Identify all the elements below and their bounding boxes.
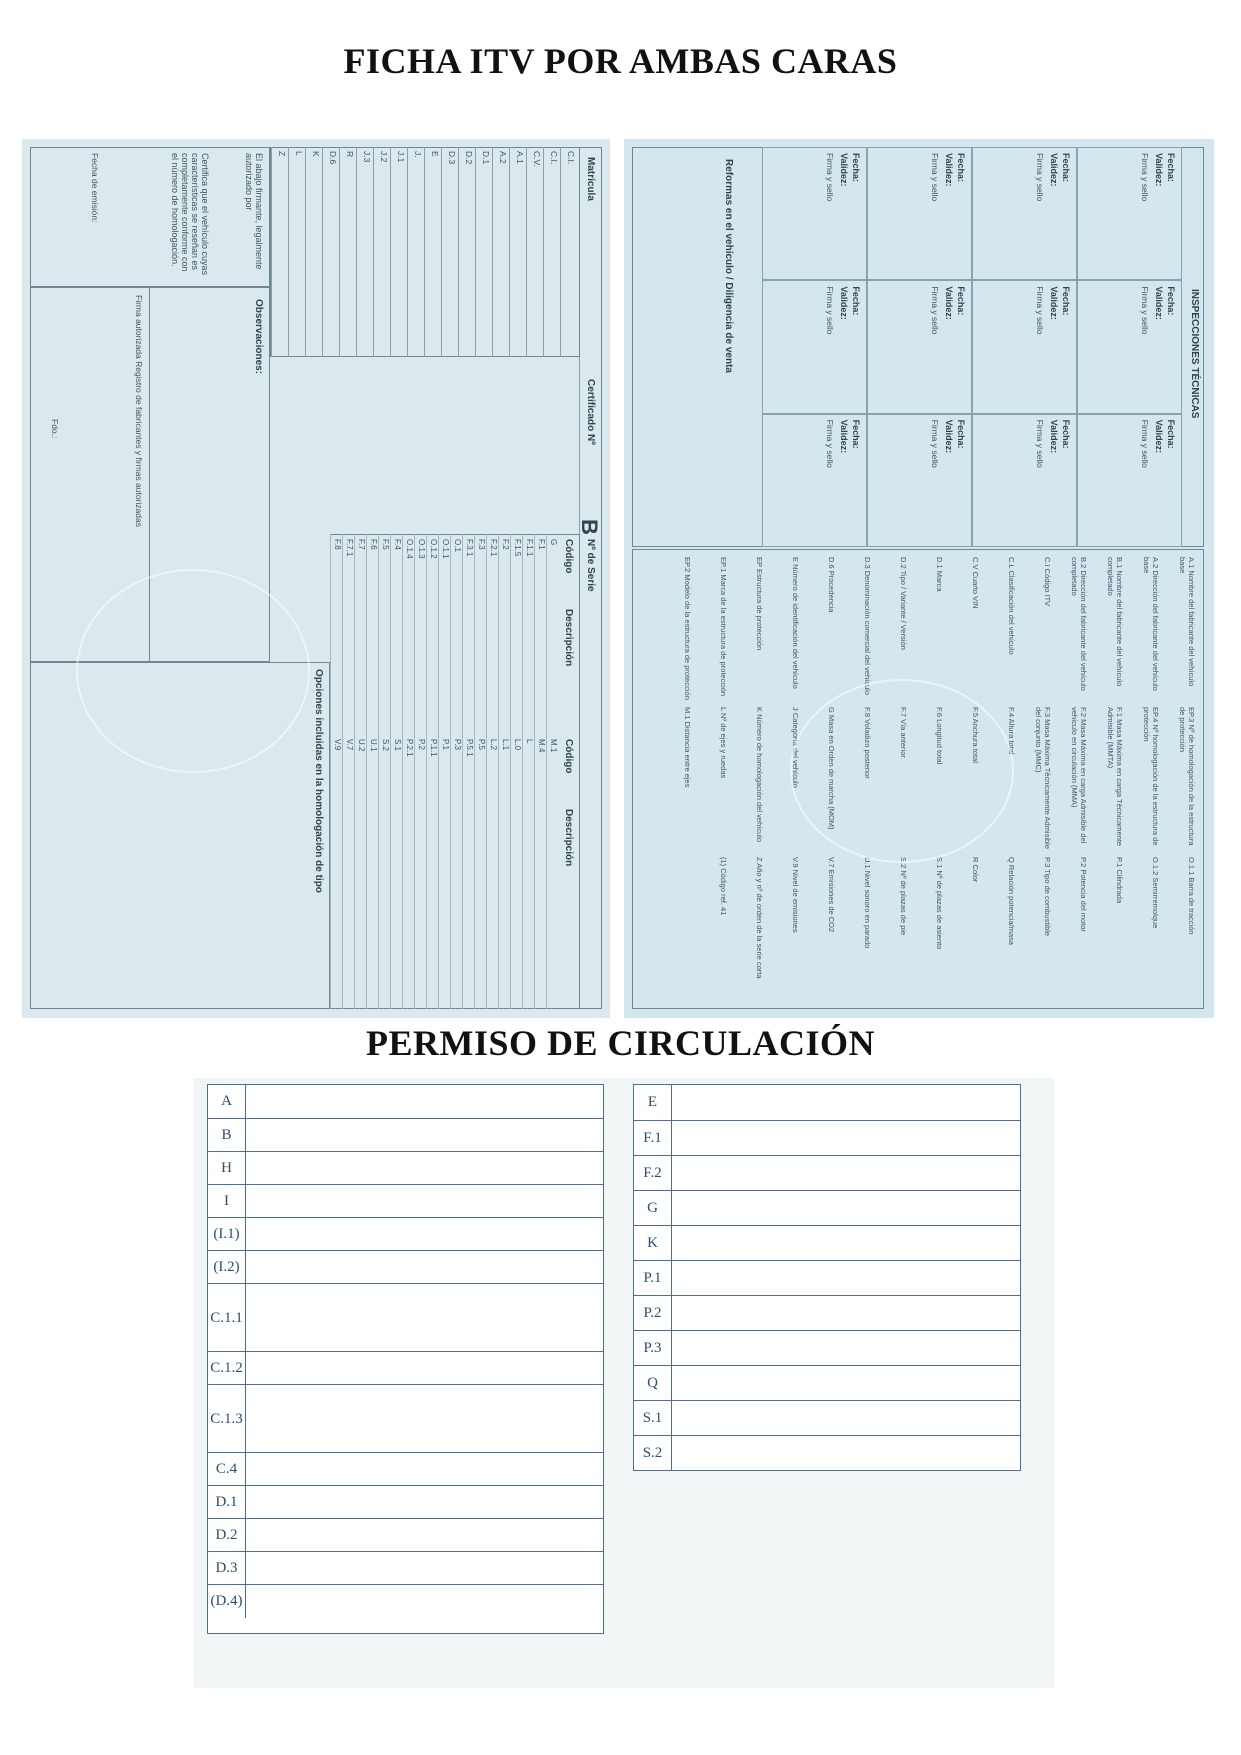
permiso-row bbox=[634, 1365, 1020, 1401]
inspection-fecha: Fecha: bbox=[1166, 286, 1176, 316]
left-code-row-line bbox=[543, 147, 544, 357]
code-col1-line bbox=[498, 534, 499, 734]
left-code-row-line bbox=[424, 147, 425, 357]
permiso-value-field[interactable] bbox=[672, 1436, 1020, 1471]
inspection-validez: Validez: bbox=[839, 419, 849, 454]
legend-item: F.8 Voladizo posterior bbox=[863, 707, 872, 779]
permiso-code-label: (I.2) bbox=[208, 1251, 246, 1284]
legend-item: EP Estructura de protección bbox=[755, 557, 764, 651]
permiso-value-field[interactable] bbox=[246, 1251, 603, 1284]
legend-item: D.3 Denominación comercial del vehículo bbox=[863, 557, 872, 695]
code-col1-item: G bbox=[549, 539, 558, 546]
permiso-row bbox=[208, 1452, 603, 1486]
firmante-text: El abajo firmante, legalmente autorizado por bbox=[244, 153, 264, 270]
inspection-fecha: Fecha: bbox=[956, 419, 966, 449]
code-col1-line bbox=[546, 534, 547, 734]
permiso-code-label: F.1 bbox=[634, 1121, 672, 1156]
code-col1-line bbox=[390, 534, 391, 734]
legend-item: P.2 Potencia del motor bbox=[1079, 857, 1088, 932]
legend-item: A.2 Dirección del fabricante del vehículo base bbox=[1142, 557, 1160, 691]
permiso-code-label: D.1 bbox=[208, 1486, 246, 1519]
code-col1-line bbox=[426, 534, 427, 734]
permiso-code-label: E bbox=[634, 1085, 672, 1120]
ficha-front-rotated bbox=[22, 139, 610, 1018]
legend-item: A.1 Nombre del fabricante del vehículo base bbox=[1178, 557, 1196, 687]
permiso-value-field[interactable] bbox=[246, 1119, 603, 1152]
permiso-value-field[interactable] bbox=[246, 1385, 603, 1453]
fdo-label: Fdo.: bbox=[50, 419, 60, 439]
legend-item: F.4 Altura total bbox=[1007, 707, 1016, 755]
code-col2-line bbox=[330, 734, 331, 1009]
inspection-validez: Validez: bbox=[1049, 153, 1059, 187]
permiso-code-label: D.3 bbox=[208, 1552, 246, 1585]
permiso-code-label: D.2 bbox=[208, 1519, 246, 1552]
permiso-row bbox=[634, 1085, 1020, 1120]
code-col2-line bbox=[462, 734, 463, 1009]
permiso-row bbox=[208, 1118, 603, 1152]
permiso-row bbox=[634, 1120, 1020, 1156]
code-col2-item: L.1 bbox=[501, 739, 510, 751]
code-col1-line bbox=[486, 534, 487, 734]
code-col2-line bbox=[534, 734, 535, 1009]
code-col2-item: V.7 bbox=[345, 739, 354, 751]
code-col1-line bbox=[378, 534, 379, 734]
inspection-validez: Validez: bbox=[1154, 286, 1164, 320]
legend-item: F.2 Masa Máxima en carga Admisible del vehículo en circulación (MMA) bbox=[1070, 707, 1088, 844]
code-col1-item: O.1.2 bbox=[429, 539, 438, 559]
inspection-validez: Validez: bbox=[839, 153, 849, 187]
legend-item: F.1 Masa Máxima en carga Técnicamente Admisible (MMTA) bbox=[1106, 707, 1124, 847]
inspection-firma: Firma y sello bbox=[1140, 286, 1150, 335]
legend-item: B.2 Dirección del fabricante del vehículo completado bbox=[1070, 557, 1088, 691]
left-code-row-line bbox=[560, 147, 561, 357]
serie-letter: B bbox=[577, 519, 602, 535]
permiso-code-label: B bbox=[208, 1119, 246, 1152]
permiso-row bbox=[634, 1330, 1020, 1366]
legend-item: O.1.1 Barra de tracción bbox=[1187, 857, 1196, 935]
ficha-back-rotated bbox=[624, 139, 1214, 1018]
code-col1-item: O.1.1 bbox=[441, 539, 450, 559]
code-col2-item: S.1 bbox=[393, 739, 402, 752]
legend-item: G Masa en Orden de marcha (MOM) bbox=[827, 707, 836, 830]
code-col1-line bbox=[438, 534, 439, 734]
inspection-firma: Firma y sello bbox=[825, 286, 835, 335]
left-code-label: L bbox=[294, 151, 304, 156]
permiso-value-field[interactable] bbox=[246, 1585, 603, 1618]
code-col1-item: O.1.4 bbox=[405, 539, 414, 559]
left-code-label: D.3 bbox=[447, 151, 457, 165]
code-col1-item: F.7 bbox=[357, 539, 366, 550]
permiso-code-label: H bbox=[208, 1152, 246, 1185]
permiso-code-label: F.2 bbox=[634, 1156, 672, 1191]
inspection-fecha: Fecha: bbox=[1061, 286, 1071, 316]
permiso-row bbox=[634, 1435, 1020, 1471]
permiso-row bbox=[634, 1225, 1020, 1261]
left-code-label: D.1 bbox=[481, 151, 491, 165]
permiso-value-field[interactable] bbox=[246, 1185, 603, 1218]
permiso-code-label: I bbox=[208, 1185, 246, 1218]
legend-item: C.I Código ITV bbox=[1043, 557, 1052, 607]
code-col1-line bbox=[450, 534, 451, 734]
permiso-code-label: C.1.1 bbox=[208, 1284, 246, 1352]
vehicle-data-box bbox=[270, 147, 580, 357]
legend-item: EP.2 Modelo de la estructura de protección bbox=[683, 557, 692, 700]
legend-item: O.1.2 Semirremolque bbox=[1151, 857, 1160, 929]
legend-item: C.L Clasificación del vehículo bbox=[1007, 557, 1016, 655]
codigo-header-1: Código bbox=[563, 539, 574, 574]
left-code-row-line bbox=[509, 147, 510, 357]
left-code-label: Z bbox=[277, 151, 287, 157]
permiso-value-field[interactable] bbox=[672, 1261, 1020, 1296]
inspection-fecha: Fecha: bbox=[851, 286, 861, 316]
left-code-label: C.I. bbox=[566, 151, 576, 165]
legend-item: EP.3 Nº de homologación de la estructura de protección bbox=[1178, 707, 1196, 846]
descripcion-header-2: Descripción bbox=[563, 809, 574, 867]
code-col2-line bbox=[414, 734, 415, 1009]
legend-item: EP.4 Nº homologación de la estructura de protección bbox=[1142, 707, 1160, 846]
inspection-fecha: Fecha: bbox=[851, 153, 861, 183]
permiso-code-label: C.1.2 bbox=[208, 1352, 246, 1385]
code-col2-line bbox=[402, 734, 403, 1009]
code-col2-item: V.9 bbox=[333, 739, 342, 751]
left-code-row-line bbox=[458, 147, 459, 357]
legend-item: P.1 Cilindrada bbox=[1115, 857, 1124, 904]
inspection-validez: Validez: bbox=[1154, 153, 1164, 187]
permiso-value-field[interactable] bbox=[246, 1552, 603, 1585]
code-col2-line bbox=[450, 734, 451, 1009]
code-col2-line bbox=[426, 734, 427, 1009]
inspection-firma: Firma y sello bbox=[1035, 286, 1045, 335]
left-code-row-line bbox=[373, 147, 374, 357]
code-col2-item: P.1.1 bbox=[429, 739, 438, 757]
left-code-row-line bbox=[339, 147, 340, 357]
code-col1-item: F.3 bbox=[477, 539, 486, 550]
coat-of-arms-watermark bbox=[790, 679, 1014, 863]
code-col2-item: P.5 bbox=[477, 739, 486, 750]
permiso-value-field[interactable] bbox=[246, 1085, 603, 1118]
left-code-label: J.2 bbox=[379, 151, 389, 163]
inspection-validez: Validez: bbox=[1154, 419, 1164, 454]
permiso-code-label: K bbox=[634, 1226, 672, 1261]
permiso-value-field[interactable] bbox=[246, 1453, 603, 1486]
code-col2-item: M.1 bbox=[549, 739, 558, 753]
permiso-value-field[interactable] bbox=[246, 1486, 603, 1519]
ficha-front-card bbox=[22, 139, 610, 1018]
inspection-fecha: Fecha: bbox=[1166, 419, 1176, 449]
permiso-table-left bbox=[207, 1084, 604, 1634]
code-col1-item: F.2 bbox=[501, 539, 510, 550]
legend-item: D.1 Marca bbox=[935, 557, 944, 592]
inspection-firma: Firma y sello bbox=[1035, 419, 1045, 468]
permiso-code-label: P.1 bbox=[634, 1261, 672, 1296]
legend-item: S.2 Nº de plazas de pie bbox=[899, 857, 908, 936]
inspection-fecha: Fecha: bbox=[1166, 153, 1176, 183]
permiso-heading: PERMISO DE CIRCULACIÓN bbox=[365, 1023, 876, 1063]
serie-label: Nº de Serie bbox=[585, 539, 596, 592]
code-col1-item: F.8 bbox=[333, 539, 342, 550]
legend-item: EP.1 Marca de la estructura de protección bbox=[719, 557, 728, 697]
legend-item: D.6 Procedencia bbox=[827, 557, 836, 613]
legend-item: Q Relación potencia/masa bbox=[1007, 857, 1016, 945]
code-col1-line bbox=[354, 534, 355, 734]
inspection-fecha: Fecha: bbox=[851, 419, 861, 449]
inspection-validez: Validez: bbox=[944, 419, 954, 454]
permiso-code-label: A bbox=[208, 1085, 246, 1118]
matricula-label: Matrícula bbox=[585, 157, 596, 201]
code-col2-line bbox=[510, 734, 511, 1009]
permiso-row bbox=[634, 1260, 1020, 1296]
code-col1-item: F.6 bbox=[369, 539, 378, 550]
permiso-code-label: Q bbox=[634, 1366, 672, 1401]
left-code-label: E bbox=[430, 151, 440, 157]
permiso-row bbox=[208, 1217, 603, 1251]
code-col2-line bbox=[354, 734, 355, 1009]
legend-item: V.9 Nivel de emisiones bbox=[791, 857, 800, 933]
permiso-value-field[interactable] bbox=[672, 1085, 1020, 1120]
permiso-code-label: G bbox=[634, 1191, 672, 1226]
inspection-firma: Firma y sello bbox=[1035, 153, 1045, 202]
left-code-row-line bbox=[407, 147, 408, 357]
inspection-validez: Validez: bbox=[839, 286, 849, 320]
inspection-fecha: Fecha: bbox=[956, 153, 966, 183]
legend-item: F.3 Masa Máxima Técnicamente Admisible del conjunto (MMC) bbox=[1034, 707, 1052, 850]
legend-item: C.V Cuarto VIN bbox=[971, 557, 980, 609]
legend-item: S.1 Nº de plazas de asiento bbox=[935, 857, 944, 950]
permiso-row bbox=[208, 1584, 603, 1618]
permiso-value-field[interactable] bbox=[246, 1284, 603, 1352]
permiso-row bbox=[634, 1400, 1020, 1436]
inspection-fecha: Fecha: bbox=[956, 286, 966, 316]
code-table bbox=[330, 534, 580, 1009]
code-col2-line bbox=[378, 734, 379, 1009]
inspection-validez: Validez: bbox=[1049, 286, 1059, 320]
code-col2-item: P.5.1 bbox=[465, 739, 474, 757]
legend-item: F.5 Anchura total bbox=[971, 707, 980, 763]
legend-item: L Nº de ejes y ruedas bbox=[719, 707, 728, 779]
legend-item: K Número de homologación del vehículo bbox=[755, 707, 764, 843]
permiso-value-field[interactable] bbox=[246, 1519, 603, 1552]
coat-of-arms-watermark bbox=[76, 569, 310, 773]
left-code-label: D.6 bbox=[328, 151, 338, 165]
code-col2-item: U.1 bbox=[369, 739, 378, 752]
permiso-row bbox=[208, 1283, 603, 1352]
inspection-validez: Validez: bbox=[1049, 419, 1059, 454]
permiso-row bbox=[208, 1085, 603, 1118]
code-col1-line bbox=[366, 534, 367, 734]
permiso-value-field[interactable] bbox=[672, 1331, 1020, 1366]
opciones-label: Opciones incluidas en la homologación de tipo bbox=[313, 669, 324, 893]
left-code-label: C.V. bbox=[532, 151, 542, 167]
inspection-firma: Firma y sello bbox=[1140, 153, 1150, 202]
code-col2-line bbox=[486, 734, 487, 1009]
legend-item: E Número de identificación del vehículo bbox=[791, 557, 800, 689]
code-col1-item: F.1.1 bbox=[525, 539, 534, 557]
permiso-value-field[interactable] bbox=[672, 1191, 1020, 1226]
permiso-code-label: S.2 bbox=[634, 1436, 672, 1471]
legend-item: D.2 Tipo / Variante / Versión bbox=[899, 557, 908, 650]
code-col2-item: P.1 bbox=[441, 739, 450, 750]
permiso-row bbox=[208, 1518, 603, 1552]
left-code-label: C.I. bbox=[549, 151, 559, 165]
permiso-value-field[interactable] bbox=[672, 1121, 1020, 1156]
left-code-label: R bbox=[345, 151, 355, 158]
code-col1-line bbox=[522, 534, 523, 734]
code-col1-item: F.4 bbox=[393, 539, 402, 550]
legend-item: Z Año y nº de orden de la serie corta bbox=[755, 857, 764, 979]
left-code-row-line bbox=[288, 147, 289, 357]
legend-item: F.6 Longitud total bbox=[935, 707, 944, 765]
code-col2-item: P.3 bbox=[453, 739, 462, 750]
code-col1-line bbox=[402, 534, 403, 734]
code-col1-line bbox=[534, 534, 535, 734]
inspection-validez: Validez: bbox=[944, 286, 954, 320]
permiso-value-field[interactable] bbox=[246, 1352, 603, 1385]
legend-item: (1) Código ref. 41 bbox=[719, 857, 728, 916]
legend-item: R Color bbox=[971, 857, 980, 883]
permiso-row bbox=[208, 1551, 603, 1585]
permiso-code-label: C.4 bbox=[208, 1453, 246, 1486]
codigo-header-2: Código bbox=[563, 739, 574, 774]
legend-item: B.1 Nombre del fabricante del vehículo completado bbox=[1106, 557, 1124, 687]
inspection-firma: Firma y sello bbox=[1140, 419, 1150, 468]
code-col1-line bbox=[414, 534, 415, 734]
code-col2-item: P.2.1 bbox=[405, 739, 414, 757]
permiso-row bbox=[208, 1351, 603, 1385]
code-col2-item: U.2 bbox=[357, 739, 366, 752]
ficha-back-card bbox=[624, 139, 1214, 1018]
legend-item: U.1 Nivel sonoro en parado bbox=[863, 857, 872, 949]
inspection-firma: Firma y sello bbox=[825, 419, 835, 468]
inspection-firma: Firma y sello bbox=[930, 153, 940, 202]
code-col1-line bbox=[342, 534, 343, 734]
left-code-row-line bbox=[441, 147, 442, 357]
permiso-row bbox=[208, 1384, 603, 1453]
code-col1-line bbox=[510, 534, 511, 734]
firmante-box bbox=[30, 147, 270, 287]
left-code-label: A.1 bbox=[515, 151, 525, 164]
code-col1-item: O.1.3 bbox=[417, 539, 426, 559]
permiso-code-label: P.3 bbox=[634, 1331, 672, 1366]
observaciones-label: Observaciones: bbox=[253, 299, 264, 375]
left-code-label: J.1 bbox=[396, 151, 406, 163]
left-code-row-line bbox=[322, 147, 323, 357]
permiso-value-field[interactable] bbox=[246, 1152, 603, 1185]
code-col2-line bbox=[522, 734, 523, 1009]
code-col2-line bbox=[438, 734, 439, 1009]
permiso-value-field[interactable] bbox=[672, 1366, 1020, 1401]
permiso-code-label: (D.4) bbox=[208, 1585, 246, 1618]
legend-item: M.1 Distancia entre ejes bbox=[683, 707, 692, 788]
code-col1-line bbox=[462, 534, 463, 734]
inspection-fecha: Fecha: bbox=[1061, 153, 1071, 183]
permiso-value-field[interactable] bbox=[672, 1296, 1020, 1331]
code-col2-line bbox=[474, 734, 475, 1009]
left-code-label: K bbox=[311, 151, 321, 157]
permiso-row bbox=[208, 1250, 603, 1284]
code-col1-line bbox=[330, 534, 331, 734]
legend-item: P.3 Tipo de combustible bbox=[1043, 857, 1052, 937]
permiso-row bbox=[208, 1184, 603, 1218]
fecha-emision-label: Fecha de emisión: bbox=[90, 153, 100, 223]
permiso-row bbox=[634, 1155, 1020, 1191]
permiso-value-field[interactable] bbox=[672, 1401, 1020, 1436]
code-col1-item: F.3.1 bbox=[465, 539, 474, 557]
code-col1-item: F.1.5 bbox=[513, 539, 522, 557]
left-code-row-line bbox=[305, 147, 306, 357]
permiso-table-right bbox=[633, 1084, 1021, 1471]
reformas-label: Reformas en el vehículo / Diligencia de venta bbox=[723, 159, 734, 373]
left-code-row-line bbox=[390, 147, 391, 357]
certificado-label: Certificado Nº bbox=[585, 379, 596, 445]
inspection-firma: Firma y sello bbox=[930, 419, 940, 468]
certifica-text: Certifica que el vehículo cuyas características se reseñan es completamente conforme con el número de homologación. bbox=[170, 153, 210, 276]
permiso-row bbox=[208, 1151, 603, 1185]
left-code-label: A.2 bbox=[498, 151, 508, 164]
code-col2-item: P.2 bbox=[417, 739, 426, 750]
descripcion-header-1: Descripción bbox=[563, 609, 574, 667]
code-col2-item: M.4 bbox=[537, 739, 546, 753]
left-code-label: D.2 bbox=[464, 151, 474, 165]
left-code-row-line bbox=[475, 147, 476, 357]
permiso-code-label: C.1.3 bbox=[208, 1385, 246, 1453]
code-col1-item: F.5 bbox=[381, 539, 390, 550]
ficha-heading: FICHA ITV POR AMBAS CARAS bbox=[343, 41, 898, 81]
firma-registro-label: Firma autorizada Registro de fabricantes y firmas autorizadas bbox=[134, 295, 144, 527]
left-code-row-line bbox=[271, 147, 272, 357]
code-col2-item: L bbox=[525, 739, 534, 744]
inspecciones-title: INSPECCIONES TÉCNICAS bbox=[1189, 289, 1200, 419]
permiso-value-field[interactable] bbox=[246, 1218, 603, 1251]
left-code-row-line bbox=[356, 147, 357, 357]
left-code-label: J.3 bbox=[362, 151, 372, 163]
permiso-row bbox=[634, 1190, 1020, 1226]
code-col2-item: L.0 bbox=[513, 739, 522, 751]
permiso-value-field[interactable] bbox=[672, 1226, 1020, 1261]
code-col1-item: F.2.1 bbox=[489, 539, 498, 557]
left-code-label: J. bbox=[413, 151, 423, 158]
code-col1-item: F.1 bbox=[537, 539, 546, 550]
legend-item: J Categoría del vehículo bbox=[791, 707, 800, 788]
code-col2-item: L.2 bbox=[489, 739, 498, 751]
code-col2-line bbox=[390, 734, 391, 1009]
permiso-row bbox=[634, 1295, 1020, 1331]
code-col2-line bbox=[546, 734, 547, 1009]
left-code-row-line bbox=[492, 147, 493, 357]
permiso-row bbox=[208, 1485, 603, 1519]
inspection-validez: Validez: bbox=[944, 153, 954, 187]
code-col1-item: O.1 bbox=[453, 539, 462, 552]
code-col2-line bbox=[498, 734, 499, 1009]
code-col1-item: F.7.1 bbox=[345, 539, 354, 557]
code-col1-line bbox=[474, 534, 475, 734]
code-col2-item: S.2 bbox=[381, 739, 390, 752]
permiso-code-label: P.2 bbox=[634, 1296, 672, 1331]
left-code-row-line bbox=[526, 147, 527, 357]
legend-item: F.7 Vía anterior bbox=[899, 707, 908, 758]
legend-item: V.7 Emisiones de CO2 bbox=[827, 857, 836, 933]
code-col2-line bbox=[366, 734, 367, 1009]
inspection-firma: Firma y sello bbox=[825, 153, 835, 202]
inspection-firma: Firma y sello bbox=[930, 286, 940, 335]
permiso-value-field[interactable] bbox=[672, 1156, 1020, 1191]
inspection-fecha: Fecha: bbox=[1061, 419, 1071, 449]
permiso-code-label: (I.1) bbox=[208, 1218, 246, 1251]
permiso-code-label: S.1 bbox=[634, 1401, 672, 1436]
code-col2-line bbox=[342, 734, 343, 1009]
